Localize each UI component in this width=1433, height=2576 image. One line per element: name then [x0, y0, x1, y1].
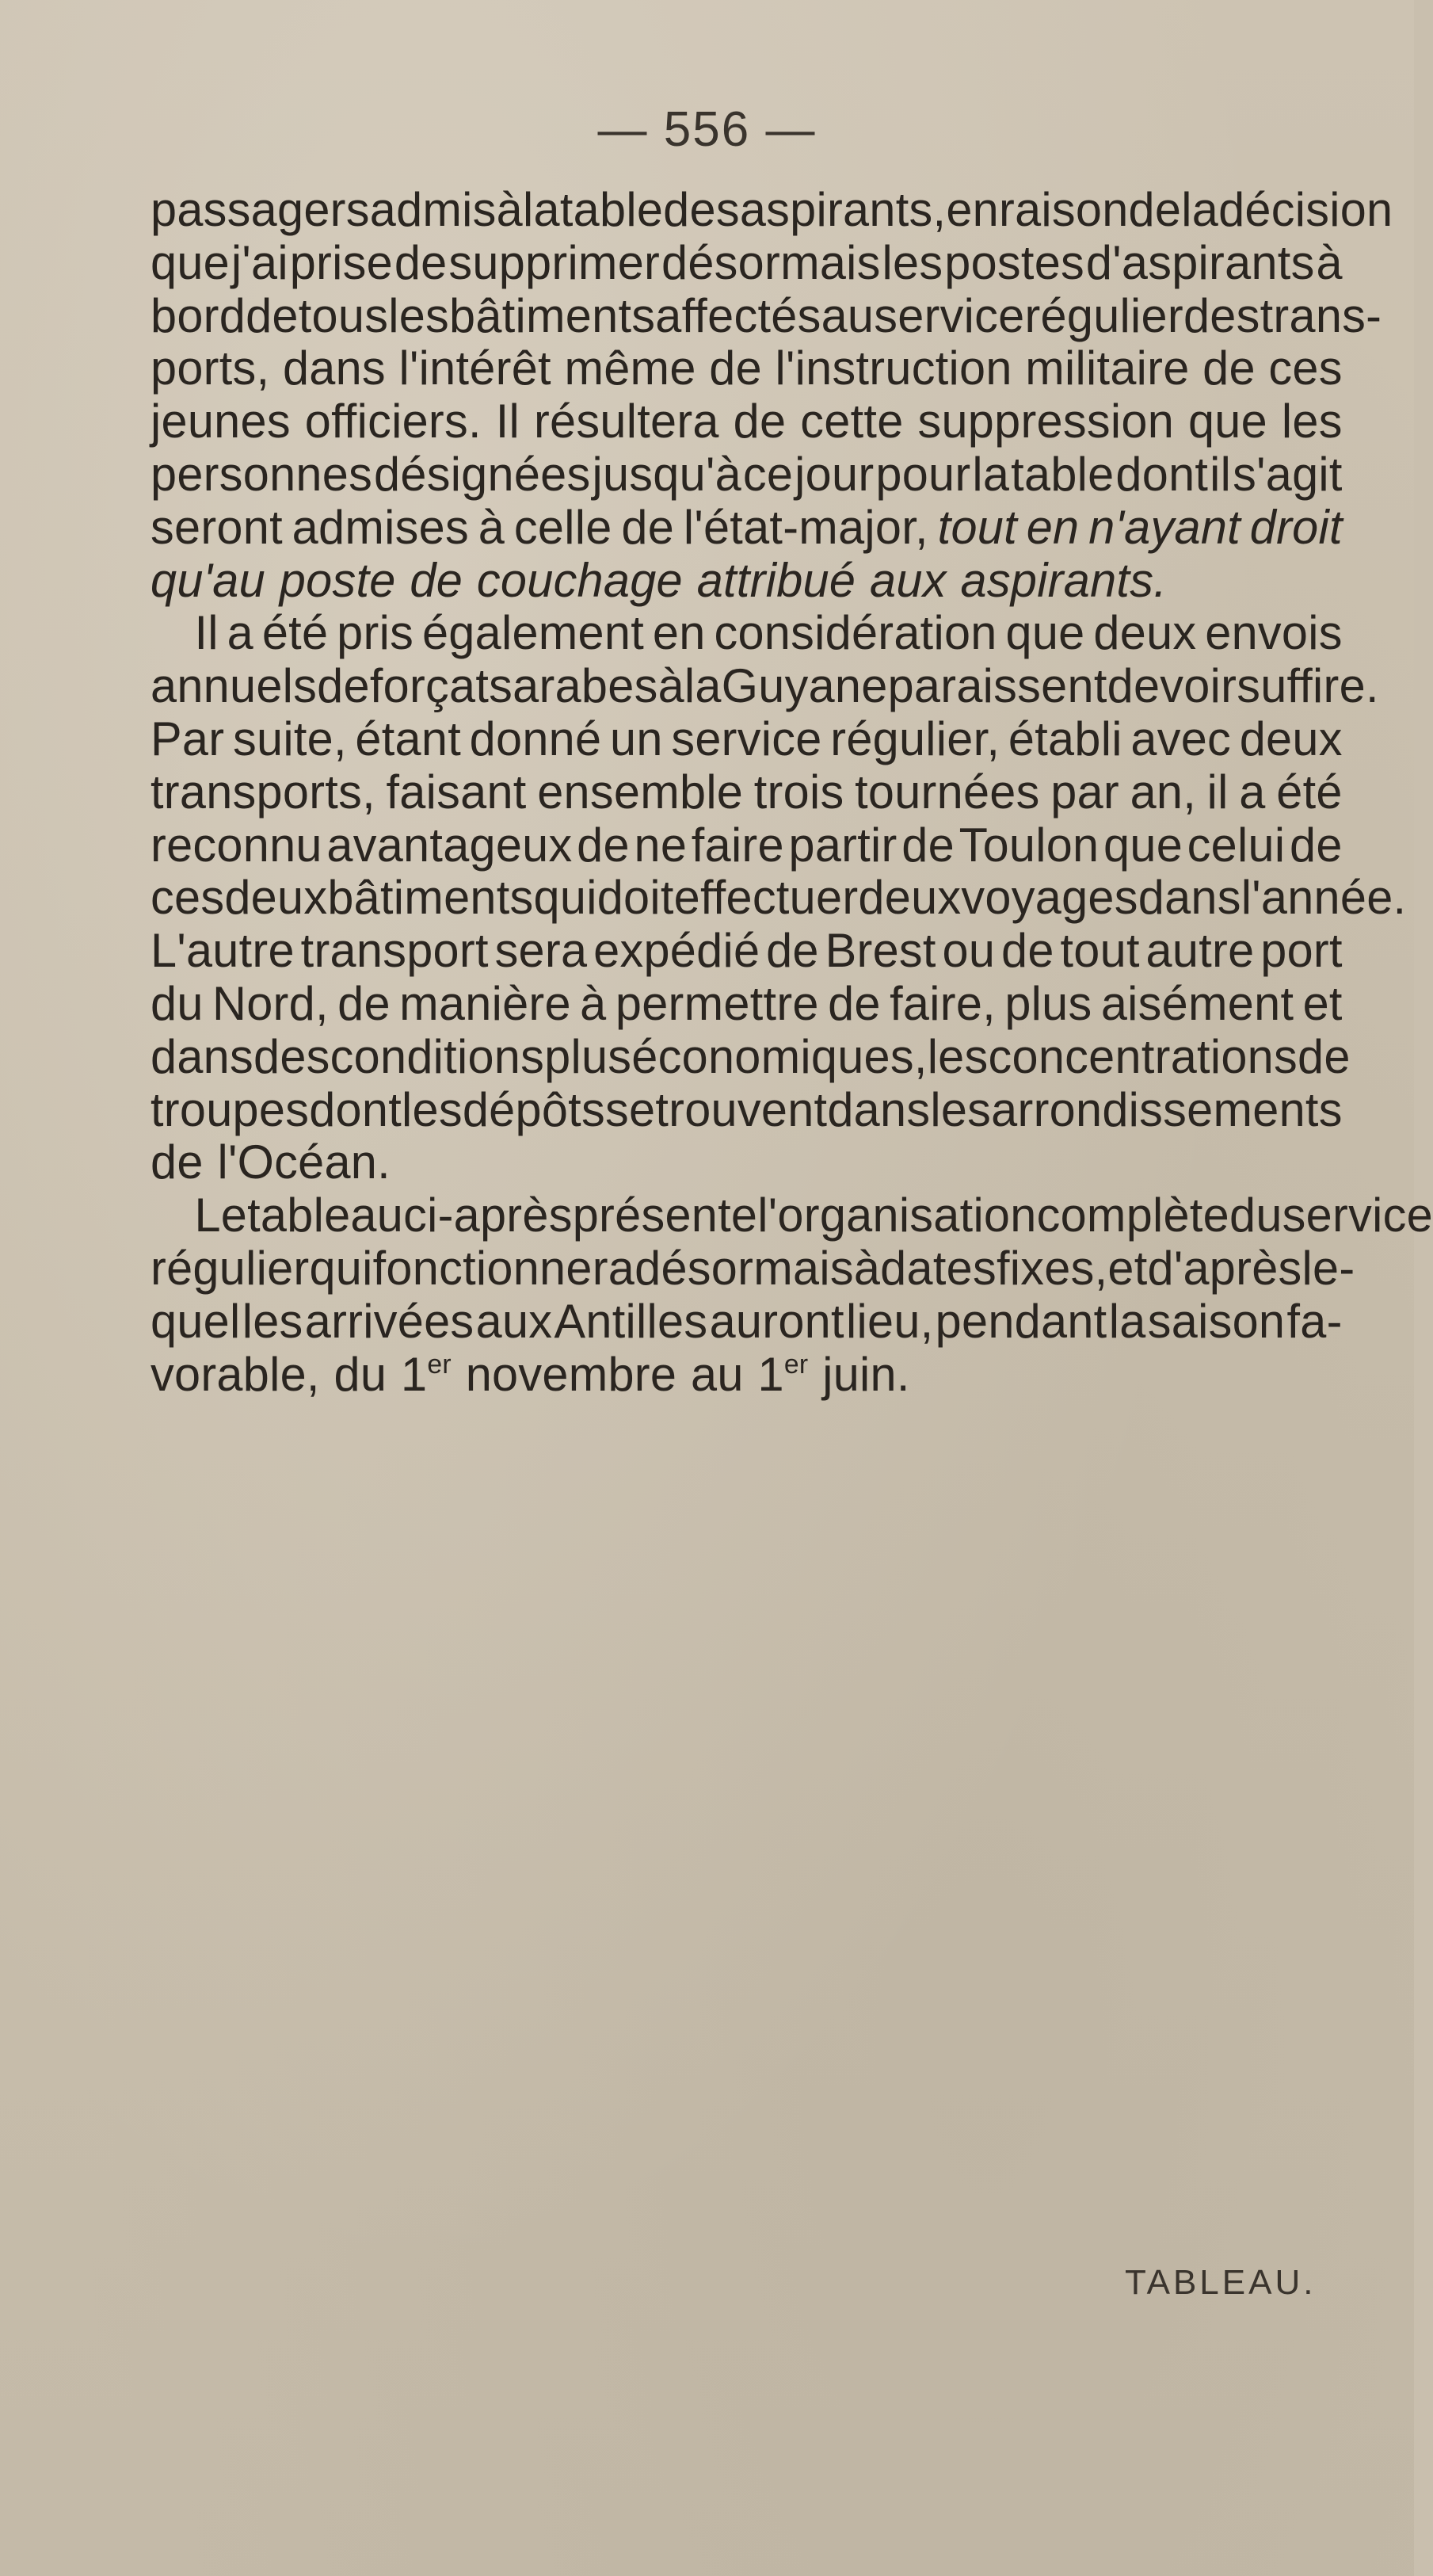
text-line: annuels de forçats arabes à la Guyane paraissent devoir suffire.	[151, 659, 1379, 713]
text-line: reconnu avantageux de ne faire partir de Toulon que celui de	[151, 818, 1343, 872]
text-line: Il a été pris également en considération que deux envois	[194, 606, 1343, 660]
text-line: de l'Océan.	[151, 1135, 391, 1189]
text-line: seront admises à celle de l'état-major, tout en n'ayant droit	[151, 500, 1343, 554]
text-line: Par suite, étant donné un service régulier, établi avec deux	[151, 712, 1343, 765]
text-line: jeunes officiers. Il résultera de cette suppression que les	[151, 395, 1343, 448]
text-line: vorable, du 1er novembre au 1er juin.	[151, 1347, 910, 1401]
body-text	[151, 183, 1433, 1401]
text-line: régulier qui fonctionnera désormais à dates fixes, et d'après le-	[151, 1241, 1355, 1295]
text-line: ces deux bâtiments qui doit effectuer deux voyages dans l'année.	[151, 871, 1407, 925]
text-line: qu'au poste de couchage attribué aux aspirants.	[151, 553, 1168, 607]
text-line: transports, faisant ensemble trois tournées par an, il a été	[151, 765, 1343, 819]
text-line: quel les arrivées aux Antilles auront lieu, pendant la saison fa-	[151, 1294, 1343, 1348]
page-number: — 556 —	[597, 102, 817, 157]
catchword: TABLEAU.	[1125, 2263, 1317, 2302]
text-line: que j'ai prise de supprimer désormais les postes d'aspirants à	[151, 235, 1343, 289]
text-line: personnes désignées jusqu'à ce jour pour la table dont il s'agit	[151, 447, 1343, 501]
text-line: ports, dans l'intérêt même de l'instruction militaire de ces	[151, 342, 1343, 395]
text-line: passagers admis à la table des aspirants, en raison de la décision	[151, 183, 1393, 236]
text-line: L'autre transport sera expédié de Brest ou de tout autre port	[151, 924, 1343, 978]
text-line: dans des conditions plus économiques, les concentrations de	[151, 1029, 1351, 1083]
text-line: du Nord, de manière à permettre de faire, plus aisément et	[151, 976, 1343, 1030]
text-line: troupes dont les dépôts se trouvent dans les arrondissements	[151, 1082, 1343, 1136]
text-line: Le tableau ci-après présente l'organisation complète du service	[194, 1189, 1433, 1242]
text-line: bord de tous les bâtiments affectés au service régulier des trans-	[151, 288, 1382, 342]
